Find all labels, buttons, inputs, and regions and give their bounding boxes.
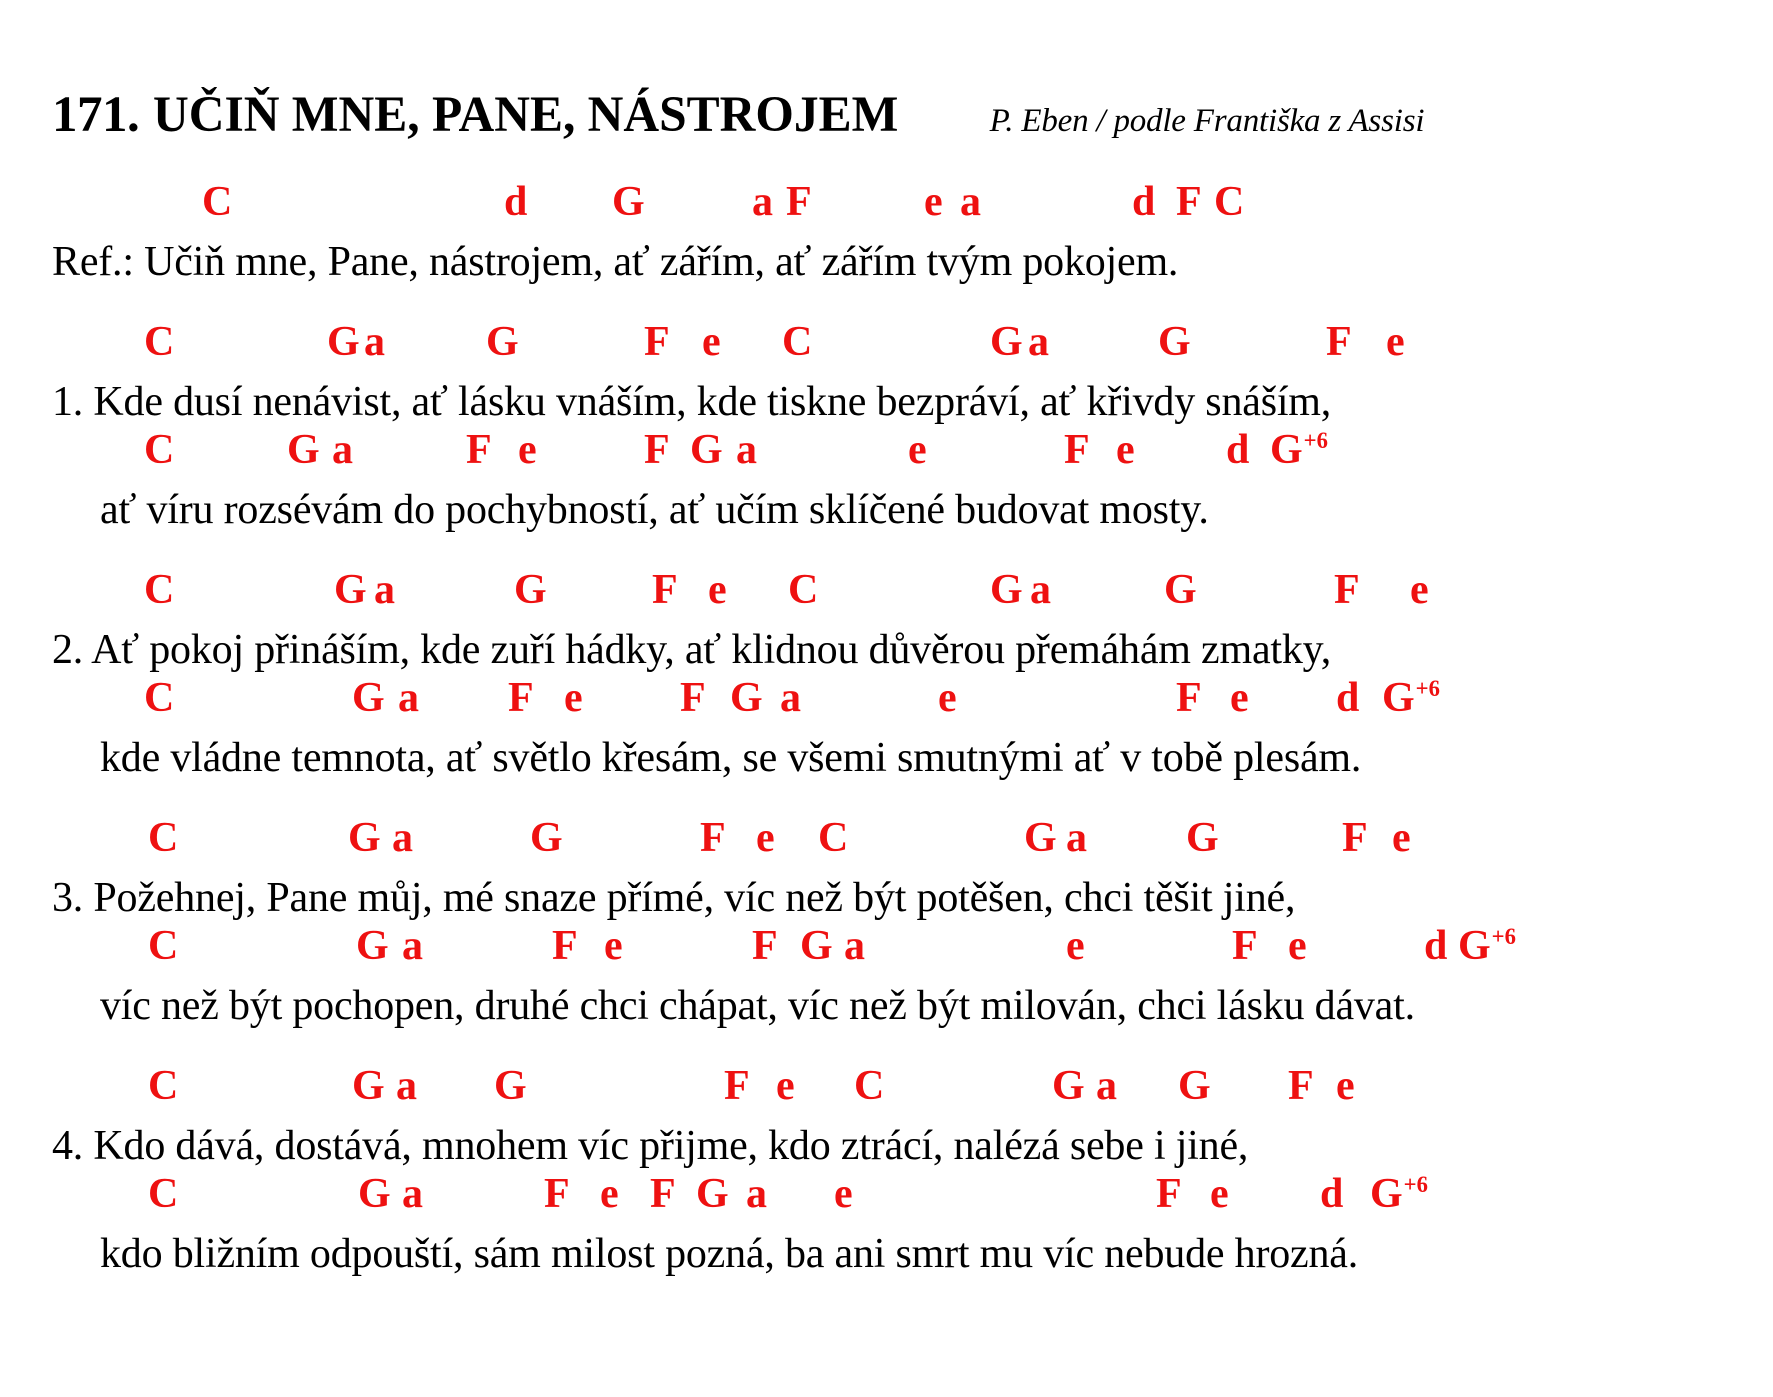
chord-label: G <box>990 319 1024 365</box>
chord-label: G <box>530 815 564 861</box>
lyric-text: 4. Kdo dává, dostává, mnohem víc přijme, kdo ztrácí, nalézá sebe i jiné, <box>52 1123 1249 1169</box>
song-number: 171. <box>52 87 140 143</box>
refrain-chord-line <box>52 178 1752 226</box>
verse-chord-line <box>52 318 1752 366</box>
chord-label: e <box>702 319 722 365</box>
chord-label: d <box>1424 923 1449 969</box>
chord-label: e <box>1392 815 1412 861</box>
chord-label: C <box>144 427 176 473</box>
chord-label: G <box>1164 567 1198 613</box>
chord-label: a <box>1030 567 1052 613</box>
chord-label: e <box>1288 923 1308 969</box>
chord-label: a <box>960 179 982 225</box>
chord-label: C <box>782 319 814 365</box>
verse-block-2 <box>52 566 1752 782</box>
chord-label: e <box>834 1171 854 1217</box>
chord-label: $G^{+6}$ <box>1370 1171 1428 1217</box>
chord-label: e <box>776 1063 796 1109</box>
verse-lyric-line <box>52 862 1752 922</box>
chord-label: G <box>514 567 548 613</box>
verse-lyric-line <box>52 1218 1752 1278</box>
chord-label: a <box>1066 815 1088 861</box>
chord-label: F <box>1156 1171 1183 1217</box>
chord-extension: +6 <box>1415 676 1440 701</box>
chord-label: C <box>148 815 180 861</box>
chord-label: e <box>924 179 944 225</box>
chord-label: G <box>352 1063 386 1109</box>
chord-label: G <box>1052 1063 1086 1109</box>
verse-block-3 <box>52 814 1752 1030</box>
chord-label: F <box>1334 567 1361 613</box>
song-body <box>52 178 1752 1278</box>
chord-label: C <box>788 567 820 613</box>
chord-label: C <box>144 319 176 365</box>
chord-label: a <box>844 923 866 969</box>
chord-label: G <box>348 815 382 861</box>
verse-chord-line <box>52 566 1752 614</box>
chord-label: C <box>144 567 176 613</box>
chord-label: F <box>650 1171 677 1217</box>
lyric-text: kde vládne temnota, ať světlo křesám, se všemi smutnými ať v tobě plesám. <box>100 735 1362 781</box>
chord-label: a <box>392 815 414 861</box>
chord-label: F <box>466 427 493 473</box>
chord-label: d <box>1226 427 1251 473</box>
verse-chord-line <box>52 426 1752 474</box>
chord-label: a <box>746 1171 768 1217</box>
refrain-block <box>52 178 1752 286</box>
chord-label: F <box>680 675 707 721</box>
chord-label: G <box>690 427 724 473</box>
chord-label: e <box>756 815 776 861</box>
chord-label: e <box>708 567 728 613</box>
verse-lyric-line <box>52 970 1752 1030</box>
chord-label: C <box>148 1171 180 1217</box>
chord-label: a <box>780 675 802 721</box>
chord-label: a <box>402 923 424 969</box>
chord-label: F <box>1288 1063 1315 1109</box>
chord-label: F <box>508 675 535 721</box>
chord-label: G <box>1158 319 1192 365</box>
verse-block-1 <box>52 318 1752 534</box>
chord-label: F <box>1342 815 1369 861</box>
chord-label: G <box>696 1171 730 1217</box>
verse-lyric-line <box>52 722 1752 782</box>
chord-label: a <box>1096 1063 1118 1109</box>
chord-label: d <box>1320 1171 1345 1217</box>
chord-label: C <box>1214 179 1246 225</box>
chord-label: F <box>724 1063 751 1109</box>
verse-chord-line <box>52 922 1752 970</box>
chord-label: e <box>564 675 584 721</box>
chord-label: e <box>1230 675 1250 721</box>
chord-label: e <box>604 923 624 969</box>
verse-chord-line <box>52 814 1752 862</box>
chord-label: G <box>327 319 361 365</box>
chord-label: e <box>908 427 928 473</box>
chord-label: $G^{+6}$ <box>1458 923 1516 969</box>
verse-lyric-line <box>52 1110 1752 1170</box>
lyric-text: 2. Ať pokoj přináším, kde zuří hádky, ať klidnou důvěrou přemáhám zmatky, <box>52 627 1332 673</box>
chord-label: F <box>552 923 579 969</box>
chord-label: F <box>1232 923 1259 969</box>
chord-label: C <box>202 179 234 225</box>
refrain-lyric-line <box>52 226 1752 286</box>
chord-label: e <box>600 1171 620 1217</box>
verse-chord-line <box>52 674 1752 722</box>
song-author: P. Eben / podle Františka z Assisi <box>989 103 1425 139</box>
chord-label: e <box>1386 319 1406 365</box>
chord-label: F <box>652 567 679 613</box>
verse-lyric-line <box>52 366 1752 426</box>
chord-label: $G^{+6}$ <box>1270 427 1328 473</box>
chord-label: a <box>402 1171 424 1217</box>
chord-label: d <box>1336 675 1361 721</box>
chord-label: F <box>644 319 671 365</box>
chord-label: a <box>396 1063 418 1109</box>
chord-label: e <box>1210 1171 1230 1217</box>
chord-label: e <box>1116 427 1136 473</box>
chord-label: G <box>486 319 520 365</box>
chord-label: a <box>736 427 758 473</box>
verse-block-4 <box>52 1062 1752 1278</box>
verse-lyric-line <box>52 474 1752 534</box>
chord-label: e <box>518 427 538 473</box>
chord-label: e <box>938 675 958 721</box>
chord-label: a <box>332 427 354 473</box>
chord-extension: +6 <box>1491 924 1516 949</box>
chord-label: F <box>1064 427 1091 473</box>
chord-label: F <box>644 427 671 473</box>
chord-label: a <box>752 179 774 225</box>
chord-label: F <box>786 179 813 225</box>
verse-chord-line <box>52 1170 1752 1218</box>
chord-extension: +6 <box>1403 1172 1428 1197</box>
chord-label: e <box>1336 1063 1356 1109</box>
chord-label: e <box>1410 567 1430 613</box>
lyric-text: 1. Kde dusí nenávist, ať lásku vnáším, kde tiskne bezpráví, ať křivdy snáším, <box>52 379 1332 425</box>
chord-label: G <box>287 427 321 473</box>
chord-label: G <box>352 675 386 721</box>
verse-chord-line <box>52 1062 1752 1110</box>
chord-extension: +6 <box>1303 428 1328 453</box>
chord-label: d <box>1132 179 1157 225</box>
chord-label: C <box>148 923 180 969</box>
lyric-text: kdo bližním odpouští, sám milost pozná, ba ani smrt mu víc nebude hrozná. <box>100 1231 1359 1277</box>
chord-label: G <box>358 1171 392 1217</box>
chord-label: a <box>398 675 420 721</box>
chord-label: G <box>1178 1063 1212 1109</box>
chord-label: G <box>356 923 390 969</box>
chord-label: C <box>144 675 176 721</box>
chord-label: F <box>1176 675 1203 721</box>
chord-label: a <box>374 567 396 613</box>
page-title: UČIŇ MNE, PANE, NÁSTROJEM <box>153 87 899 143</box>
chord-label: F <box>752 923 779 969</box>
chord-label: C <box>148 1063 180 1109</box>
chord-label: e <box>1066 923 1086 969</box>
chord-label: a <box>1028 319 1050 365</box>
chord-label: G <box>990 567 1024 613</box>
chord-label: a <box>364 319 386 365</box>
chord-label: F <box>700 815 727 861</box>
chord-label: d <box>504 179 529 225</box>
chord-label: G <box>1186 815 1220 861</box>
lyric-text: ať víru rozsévám do pochybností, ať učím sklíčené budovat mosty. <box>100 487 1209 533</box>
song-header <box>52 86 1753 148</box>
chord-label: G <box>494 1063 528 1109</box>
chord-label: $G^{+6}$ <box>1382 675 1440 721</box>
chord-label: G <box>800 923 834 969</box>
lyric-text: 3. Požehnej, Pane můj, mé snaze přímé, víc než být potěšen, chci těšit jiné, <box>52 875 1296 921</box>
lyric-text: Ref.: Učiň mne, Pane, nástrojem, ať zářím, ať zářím tvým pokojem. <box>52 239 1179 285</box>
chord-label: C <box>854 1063 886 1109</box>
chord-label: F <box>1326 319 1353 365</box>
chord-label: G <box>612 179 646 225</box>
verse-lyric-line <box>52 614 1752 674</box>
chord-label: G <box>334 567 368 613</box>
chord-label: G <box>1024 815 1058 861</box>
chord-label: F <box>544 1171 571 1217</box>
chord-label: F <box>1176 179 1203 225</box>
chord-label: G <box>730 675 764 721</box>
chord-label: C <box>818 815 850 861</box>
lyric-text: víc než být pochopen, druhé chci chápat, víc než být milován, chci lásku dávat. <box>100 983 1415 1029</box>
